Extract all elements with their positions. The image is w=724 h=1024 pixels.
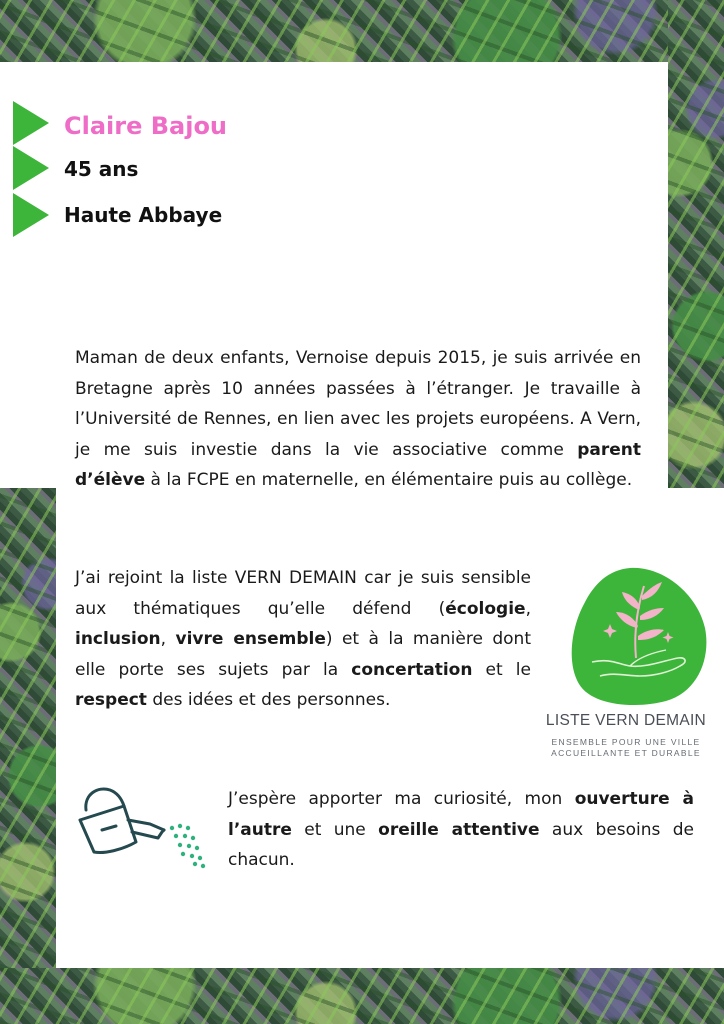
green-triangle-icon (13, 193, 49, 237)
candidate-neighborhood: Haute Abbaye (64, 203, 223, 227)
emphasis: oreille attentive (378, 819, 540, 840)
watering-can-icon (72, 780, 210, 870)
foliage-mural-left (0, 488, 56, 968)
foliage-mural-bottom (0, 968, 724, 1024)
motivation-paragraph: J’ai rejoint la liste VERN DEMAIN car je suis sensible aux thématiques qu’elle défend (écologie, inclusion, vivre ensemble) et à la manière dont elle porte ses sujets par la concertation et le respect des idées et des personnes. (75, 568, 531, 710)
hopes-paragraph: J’espère apporter ma curiosité, mon ouverture à l’autre et une oreille attentive aux besoins de chacun. (228, 789, 695, 870)
hand-with-plant-icon (570, 566, 707, 706)
logo-subtitle: ENSEMBLE POUR UNE VILLE ACCUEILLANTE ET DURABLE (551, 737, 701, 758)
emphasis: ouverture à l’autre (228, 789, 695, 840)
candidate-age: 45 ans (64, 157, 139, 181)
emphasis: écologie (445, 598, 526, 619)
emphasis: parent d’élève (75, 439, 641, 490)
logo-title: LISTE VERN DEMAIN (545, 712, 707, 729)
green-triangle-icon (13, 101, 49, 145)
candidate-name: Claire Bajou (64, 112, 228, 140)
bio-paragraph: Maman de deux enfants, Vernoise depuis 2015, je suis arrivée en Bretagne après 10 années passées à l’étranger. Je travaille à l’Université de Rennes, en lien avec les projets européens. A Vern, je me suis investie dans la vie associative comme parent d’élève à la FCPE en maternelle, en élémentaire puis au collège. (75, 348, 641, 490)
emphasis: concertation (351, 659, 473, 680)
foliage-mural-right (668, 0, 724, 544)
foliage-mural-top (0, 0, 724, 62)
green-triangle-icon (13, 146, 49, 190)
emphasis: respect (75, 690, 147, 710)
emphasis: vivre ensemble (175, 629, 326, 649)
emphasis: inclusion (75, 629, 161, 649)
